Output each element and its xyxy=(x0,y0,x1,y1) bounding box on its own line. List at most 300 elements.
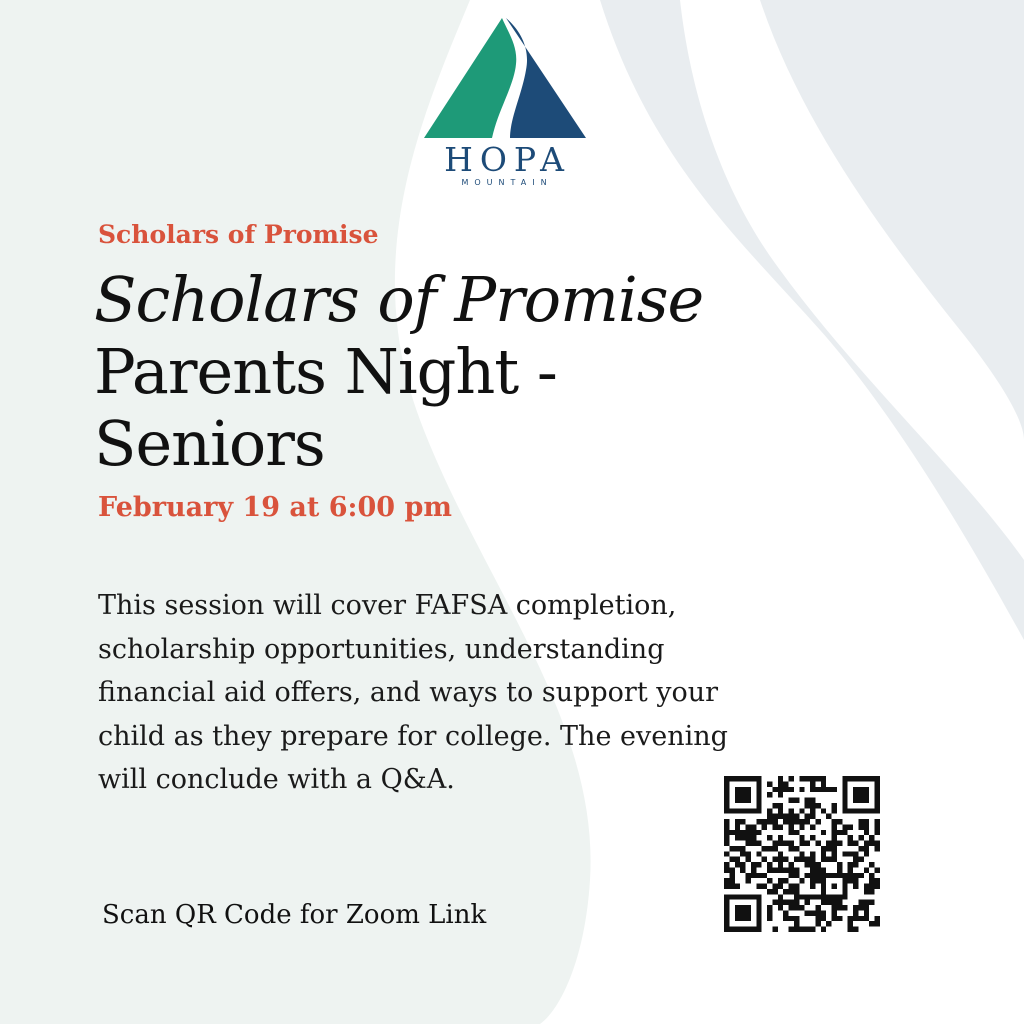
qr-module xyxy=(810,862,815,867)
qr-module xyxy=(724,878,729,883)
qr-module xyxy=(794,921,799,926)
qr-module xyxy=(837,905,842,910)
qr-module xyxy=(794,916,799,921)
qr-module xyxy=(762,824,767,829)
qr-module xyxy=(799,787,804,792)
qr-module xyxy=(778,814,783,819)
qr-module xyxy=(740,808,745,813)
qr-module xyxy=(821,900,826,905)
qr-module xyxy=(756,873,761,878)
qr-module xyxy=(735,846,740,851)
qr-module xyxy=(735,862,740,867)
qr-module xyxy=(810,798,815,803)
qr-module xyxy=(837,894,842,899)
qr-module xyxy=(789,884,794,889)
qr-module xyxy=(832,884,837,889)
qr-module xyxy=(875,867,880,872)
qr-module xyxy=(799,927,804,932)
qr-module xyxy=(767,846,772,851)
qr-module xyxy=(875,803,880,808)
zoom-qr-code[interactable] xyxy=(724,776,880,932)
qr-module xyxy=(832,910,837,915)
qr-module xyxy=(837,867,842,872)
qr-module xyxy=(724,830,729,835)
qr-module xyxy=(740,905,745,910)
qr-module xyxy=(740,835,745,840)
qr-module xyxy=(810,927,815,932)
qr-module xyxy=(756,819,761,824)
qr-module xyxy=(778,792,783,797)
qr-module xyxy=(756,808,761,813)
qr-module xyxy=(842,884,847,889)
qr-module xyxy=(837,900,842,905)
qr-module xyxy=(853,857,858,862)
qr-module xyxy=(864,910,869,915)
qr-module xyxy=(724,867,729,872)
qr-module xyxy=(746,878,751,883)
qr-module xyxy=(832,857,837,862)
qr-module xyxy=(821,781,826,786)
qr-module xyxy=(751,894,756,899)
qr-module xyxy=(826,841,831,846)
qr-module xyxy=(858,819,863,824)
qr-module xyxy=(805,862,810,867)
qr-module xyxy=(756,851,761,856)
qr-module xyxy=(772,787,777,792)
qr-module xyxy=(724,819,729,824)
qr-module xyxy=(740,776,745,781)
qr-module xyxy=(815,862,820,867)
qr-module xyxy=(875,878,880,883)
qr-module xyxy=(810,835,815,840)
qr-module xyxy=(810,776,815,781)
qr-module xyxy=(848,808,853,813)
qr-module xyxy=(805,857,810,862)
qr-module xyxy=(772,803,777,808)
qr-module xyxy=(789,814,794,819)
qr-module xyxy=(842,803,847,808)
qr-module xyxy=(789,830,794,835)
qr-module xyxy=(869,889,874,894)
qr-module xyxy=(810,781,815,786)
qr-module xyxy=(842,894,847,899)
qr-module xyxy=(735,776,740,781)
qr-module xyxy=(842,878,847,883)
qr-module xyxy=(864,819,869,824)
qr-module xyxy=(853,792,858,797)
qr-module xyxy=(789,787,794,792)
qr-module xyxy=(740,830,745,835)
qr-module xyxy=(724,894,729,899)
qr-module xyxy=(756,927,761,932)
qr-module xyxy=(842,776,847,781)
qr-module xyxy=(762,857,767,862)
qr-module xyxy=(789,873,794,878)
qr-module xyxy=(815,803,820,808)
qr-module xyxy=(799,857,804,862)
qr-module xyxy=(740,846,745,851)
qr-module xyxy=(826,873,831,878)
qr-module xyxy=(853,851,858,856)
qr-module xyxy=(740,910,745,915)
qr-module xyxy=(858,905,863,910)
qr-module xyxy=(767,819,772,824)
qr-module xyxy=(875,921,880,926)
qr-module xyxy=(772,841,777,846)
qr-module xyxy=(815,910,820,915)
qr-module xyxy=(853,910,858,915)
qr-module xyxy=(789,824,794,829)
qr-module xyxy=(805,819,810,824)
qr-module xyxy=(875,798,880,803)
event-title xyxy=(94,264,734,480)
qr-module xyxy=(783,841,788,846)
qr-module xyxy=(858,798,863,803)
qr-module xyxy=(821,894,826,899)
qr-module xyxy=(751,824,756,829)
qr-module xyxy=(875,824,880,829)
qr-module xyxy=(789,862,794,867)
logo-tagline: MOUNTAIN xyxy=(461,178,553,187)
qr-module xyxy=(724,884,729,889)
qr-module xyxy=(794,846,799,851)
qr-module xyxy=(756,916,761,921)
qr-module xyxy=(778,884,783,889)
qr-module xyxy=(853,884,858,889)
qr-module xyxy=(778,787,783,792)
qr-module xyxy=(853,927,858,932)
qr-module xyxy=(740,851,745,856)
qr-module xyxy=(864,851,869,856)
qr-module xyxy=(778,867,783,872)
qr-module xyxy=(735,830,740,835)
qr-module xyxy=(826,857,831,862)
qr-module xyxy=(767,862,772,867)
qr-module xyxy=(789,889,794,894)
qr-module xyxy=(789,905,794,910)
qr-module xyxy=(864,830,869,835)
qr-module xyxy=(832,905,837,910)
qr-module xyxy=(735,910,740,915)
qr-module xyxy=(826,787,831,792)
qr-module xyxy=(735,792,740,797)
logo-wordmark: HOPA xyxy=(444,140,571,179)
qr-module xyxy=(864,824,869,829)
qr-module xyxy=(799,824,804,829)
qr-module xyxy=(853,916,858,921)
event-date: February 19 at 6:00 pm xyxy=(98,492,452,523)
qr-module xyxy=(848,835,853,840)
qr-module xyxy=(778,776,783,781)
qr-module xyxy=(848,862,853,867)
qr-module xyxy=(821,830,826,835)
qr-module xyxy=(789,776,794,781)
qr-module xyxy=(848,841,853,846)
qr-module xyxy=(794,889,799,894)
qr-module xyxy=(756,792,761,797)
qr-module xyxy=(794,905,799,910)
qr-module xyxy=(875,841,880,846)
qr-module xyxy=(767,878,772,883)
qr-module xyxy=(869,808,874,813)
program-label: Scholars of Promise xyxy=(98,220,379,249)
qr-module xyxy=(799,841,804,846)
qr-module xyxy=(875,884,880,889)
scan-instruction: Scan QR Code for Zoom Link xyxy=(102,900,487,930)
qr-module xyxy=(864,792,869,797)
qr-module xyxy=(794,798,799,803)
qr-module xyxy=(772,857,777,862)
qr-module xyxy=(735,808,740,813)
qr-module xyxy=(778,894,783,899)
qr-module xyxy=(756,787,761,792)
qr-module xyxy=(858,787,863,792)
mountain-logo-icon xyxy=(418,14,590,140)
qr-module xyxy=(729,878,734,883)
qr-module xyxy=(875,792,880,797)
qr-module xyxy=(858,808,863,813)
qr-module xyxy=(756,894,761,899)
qr-module xyxy=(729,776,734,781)
qr-module xyxy=(746,835,751,840)
qr-module xyxy=(735,787,740,792)
qr-module xyxy=(810,873,815,878)
qr-module xyxy=(799,776,804,781)
qr-module xyxy=(756,781,761,786)
qr-module xyxy=(783,857,788,862)
qr-module xyxy=(756,830,761,835)
qr-module xyxy=(724,824,729,829)
qr-module xyxy=(783,878,788,883)
qr-module xyxy=(848,927,853,932)
qr-module xyxy=(837,873,842,878)
qr-module xyxy=(772,889,777,894)
qr-module xyxy=(724,776,729,781)
qr-module xyxy=(767,835,772,840)
qr-module xyxy=(729,873,734,878)
qr-module xyxy=(815,894,820,899)
qr-module xyxy=(751,862,756,867)
hopa-mountain-logo xyxy=(418,14,590,194)
qr-module xyxy=(832,851,837,856)
qr-code-graphic[interactable] xyxy=(724,776,880,932)
qr-module xyxy=(767,781,772,786)
qr-module xyxy=(767,905,772,910)
qr-module xyxy=(853,808,858,813)
qr-module xyxy=(729,884,734,889)
qr-module xyxy=(751,808,756,813)
qr-module xyxy=(778,835,783,840)
qr-module xyxy=(789,867,794,872)
qr-module xyxy=(746,916,751,921)
qr-module xyxy=(869,873,874,878)
qr-module xyxy=(826,900,831,905)
qr-module xyxy=(842,905,847,910)
qr-module xyxy=(815,905,820,910)
qr-module xyxy=(783,819,788,824)
qr-module xyxy=(735,916,740,921)
qr-module xyxy=(794,900,799,905)
qr-module xyxy=(746,894,751,899)
qr-module xyxy=(724,781,729,786)
qr-module xyxy=(724,841,729,846)
qr-module xyxy=(853,878,858,883)
qr-module xyxy=(869,884,874,889)
qr-module xyxy=(756,900,761,905)
qr-module xyxy=(815,867,820,872)
qr-module xyxy=(735,884,740,889)
qr-module xyxy=(842,830,847,835)
qr-module xyxy=(724,862,729,867)
qr-module xyxy=(789,846,794,851)
qr-module xyxy=(740,862,745,867)
qr-module xyxy=(821,867,826,872)
qr-module xyxy=(853,798,858,803)
qr-module xyxy=(799,905,804,910)
qr-module xyxy=(821,857,826,862)
qr-module xyxy=(837,841,842,846)
qr-module xyxy=(746,787,751,792)
qr-module xyxy=(869,835,874,840)
qr-module xyxy=(805,894,810,899)
qr-module xyxy=(875,916,880,921)
qr-module xyxy=(794,894,799,899)
qr-module xyxy=(746,927,751,932)
qr-module xyxy=(810,878,815,883)
qr-module xyxy=(821,884,826,889)
qr-module xyxy=(853,862,858,867)
qr-module xyxy=(864,841,869,846)
qr-module xyxy=(848,776,853,781)
qr-module xyxy=(842,798,847,803)
qr-module xyxy=(815,776,820,781)
qr-module xyxy=(740,819,745,824)
qr-module xyxy=(735,905,740,910)
qr-module xyxy=(729,846,734,851)
qr-module xyxy=(746,841,751,846)
qr-module xyxy=(832,916,837,921)
qr-module xyxy=(848,867,853,872)
qr-module xyxy=(772,819,777,824)
qr-module xyxy=(746,910,751,915)
qr-module xyxy=(858,857,863,862)
qr-module xyxy=(810,787,815,792)
qr-module xyxy=(783,814,788,819)
qr-module xyxy=(778,857,783,862)
qr-module xyxy=(832,819,837,824)
qr-module xyxy=(853,841,858,846)
qr-module xyxy=(789,798,794,803)
qr-module xyxy=(762,819,767,824)
qr-module xyxy=(783,787,788,792)
qr-module xyxy=(842,808,847,813)
qr-module xyxy=(805,873,810,878)
qr-module xyxy=(751,776,756,781)
qr-module xyxy=(875,830,880,835)
qr-module xyxy=(842,873,847,878)
qr-module xyxy=(821,916,826,921)
qr-module xyxy=(778,808,783,813)
qr-module xyxy=(837,830,842,835)
qr-module xyxy=(778,803,783,808)
qr-module xyxy=(832,824,837,829)
qr-module xyxy=(810,814,815,819)
qr-module xyxy=(848,873,853,878)
event-description: This session will cover FAFSA completion, scholarship opportunities, understanding financial aid offers, and ways to support your child as they prepare for college. The evening will conclude with a Q&A. xyxy=(98,590,728,795)
qr-module xyxy=(842,889,847,894)
qr-module xyxy=(810,867,815,872)
qr-module xyxy=(875,808,880,813)
qr-module xyxy=(815,787,820,792)
qr-module xyxy=(789,808,794,813)
qr-module xyxy=(740,867,745,872)
qr-module xyxy=(858,835,863,840)
qr-module xyxy=(805,776,810,781)
event-title-rest: Parents Night - Seniors xyxy=(94,335,557,480)
qr-module xyxy=(805,803,810,808)
qr-module xyxy=(799,819,804,824)
qr-module xyxy=(842,824,847,829)
qr-module xyxy=(815,878,820,883)
qr-module xyxy=(729,830,734,835)
qr-module xyxy=(799,894,804,899)
qr-module xyxy=(740,916,745,921)
qr-module xyxy=(805,900,810,905)
qr-module xyxy=(853,873,858,878)
qr-module xyxy=(772,900,777,905)
qr-module xyxy=(756,798,761,803)
event-title-italic: Scholars of Promise xyxy=(94,263,704,336)
qr-module xyxy=(832,830,837,835)
qr-module xyxy=(864,905,869,910)
qr-module xyxy=(778,878,783,883)
qr-module xyxy=(864,916,869,921)
qr-module xyxy=(858,776,863,781)
qr-module xyxy=(724,787,729,792)
qr-module xyxy=(751,830,756,835)
qr-module xyxy=(756,905,761,910)
qr-module xyxy=(756,862,761,867)
qr-module xyxy=(756,803,761,808)
qr-module xyxy=(864,900,869,905)
qr-module xyxy=(746,808,751,813)
qr-module xyxy=(778,824,783,829)
qr-module xyxy=(810,910,815,915)
qr-module xyxy=(821,910,826,915)
qr-module xyxy=(832,873,837,878)
qr-module xyxy=(756,776,761,781)
qr-module xyxy=(832,900,837,905)
qr-module xyxy=(724,803,729,808)
qr-module xyxy=(767,867,772,872)
qr-module xyxy=(783,910,788,915)
qr-module xyxy=(815,841,820,846)
qr-module xyxy=(724,927,729,932)
qr-module xyxy=(864,846,869,851)
qr-module xyxy=(794,867,799,872)
qr-module xyxy=(810,824,815,829)
qr-module xyxy=(821,776,826,781)
qr-module xyxy=(735,927,740,932)
qr-module xyxy=(794,857,799,862)
qr-module xyxy=(789,841,794,846)
qr-module xyxy=(746,824,751,829)
qr-module xyxy=(735,857,740,862)
qr-module xyxy=(869,900,874,905)
qr-module xyxy=(832,803,837,808)
qr-module xyxy=(869,921,874,926)
qr-module xyxy=(875,776,880,781)
